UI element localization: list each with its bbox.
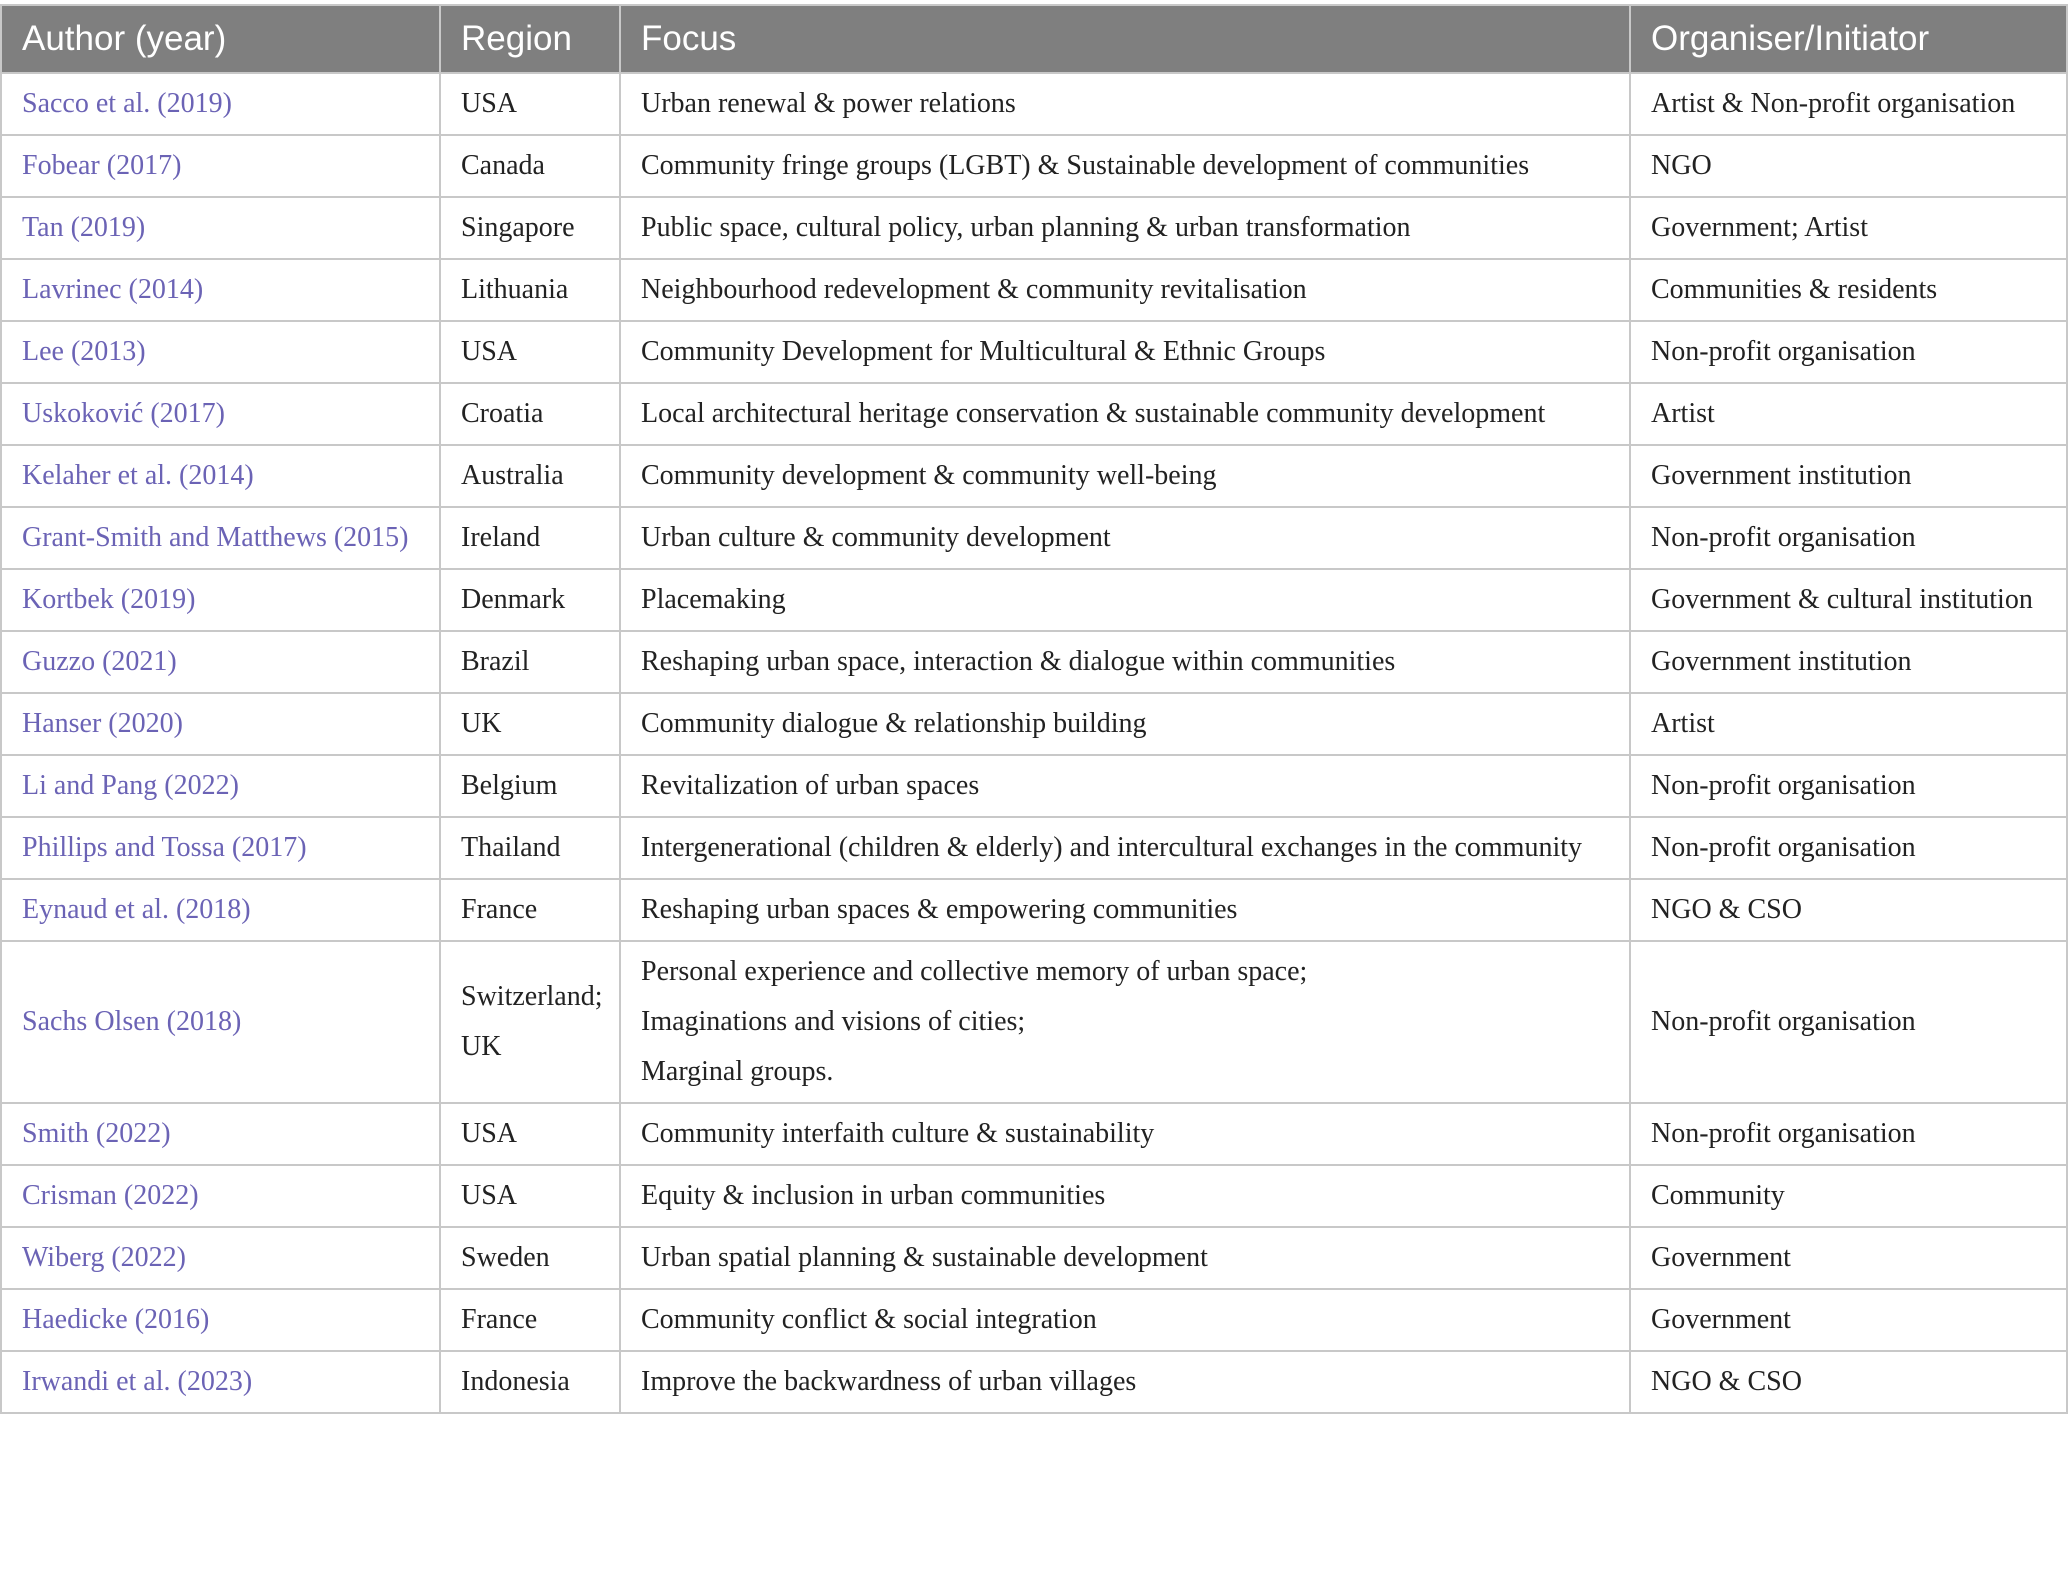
region-line: USA (461, 1180, 518, 1211)
organiser-cell (1630, 1227, 2067, 1289)
region-cell (440, 569, 620, 631)
author-year-cell[interactable]: Tan (2019) (1, 197, 440, 259)
table-row (1, 445, 2067, 507)
literature-table (0, 4, 2068, 1414)
region-cell (440, 197, 620, 259)
organiser-cell (1630, 941, 2067, 1103)
author-year-cell[interactable]: Irwandi et al. (2023) (1, 1351, 440, 1413)
organiser-cell (1630, 321, 2067, 383)
region-cell (440, 879, 620, 941)
table-row (1, 569, 2067, 631)
organiser-cell (1630, 197, 2067, 259)
focus-line: Community Development for Multicultural & Ethnic Groups (641, 336, 1326, 367)
table-row (1, 817, 2067, 879)
region-line: Ireland (461, 522, 541, 553)
author-year-cell[interactable]: Eynaud et al. (2018) (1, 879, 440, 941)
organiser-line: Government (1651, 1304, 1791, 1335)
focus-cell (620, 1289, 1630, 1351)
region-line: Brazil (461, 646, 530, 677)
table-row (1, 631, 2067, 693)
region-line: Australia (461, 460, 564, 491)
region-line: Sweden (461, 1242, 550, 1273)
author-year-cell[interactable]: Phillips and Tossa (2017) (1, 817, 440, 879)
table-row (1, 1165, 2067, 1227)
focus-line: Equity & inclusion in urban communities (641, 1180, 1106, 1211)
focus-line: Community fringe groups (LGBT) & Sustainable development of communities (641, 150, 1530, 181)
focus-cell (620, 507, 1630, 569)
organiser-line: Government institution (1651, 460, 1912, 491)
region-line: France (461, 894, 538, 925)
organiser-cell (1630, 445, 2067, 507)
header-focus: Focus (620, 5, 1630, 73)
organiser-cell (1630, 1103, 2067, 1165)
focus-cell (620, 631, 1630, 693)
table-row (1, 1103, 2067, 1165)
organiser-cell (1630, 73, 2067, 135)
author-year-cell[interactable]: Wiberg (2022) (1, 1227, 440, 1289)
focus-line: Community dialogue & relationship building (641, 708, 1147, 739)
focus-line: Reshaping urban space, interaction & dialogue within communities (641, 646, 1396, 677)
region-line: UK (461, 708, 502, 739)
region-cell (440, 941, 620, 1103)
region-cell (440, 383, 620, 445)
focus-cell (620, 197, 1630, 259)
focus-line: Community interfaith culture & sustainability (641, 1118, 1155, 1149)
table-row (1, 135, 2067, 197)
author-year-cell[interactable]: Lee (2013) (1, 321, 440, 383)
focus-line: Reshaping urban spaces & empowering communities (641, 894, 1238, 925)
focus-cell (620, 1351, 1630, 1413)
author-year-cell[interactable]: Kortbek (2019) (1, 569, 440, 631)
focus-line: Improve the backwardness of urban villages (641, 1366, 1137, 1397)
region-cell (440, 755, 620, 817)
region-line: USA (461, 88, 518, 119)
header-row (1, 5, 2067, 73)
region-cell (440, 1165, 620, 1227)
focus-line: Neighbourhood redevelopment & community revitalisation (641, 274, 1307, 305)
region-line: UK (461, 1031, 502, 1062)
organiser-line: Government; Artist (1651, 212, 1868, 243)
author-year-cell[interactable]: Uskoković (2017) (1, 383, 440, 445)
focus-line: Marginal groups. (641, 1056, 834, 1087)
focus-line: Community conflict & social integration (641, 1304, 1097, 1335)
focus-line: Revitalization of urban spaces (641, 770, 980, 801)
focus-cell (620, 1227, 1630, 1289)
organiser-line: Artist & Non-profit organisation (1651, 88, 2016, 119)
region-line: Singapore (461, 212, 575, 243)
organiser-cell (1630, 135, 2067, 197)
focus-cell (620, 1165, 1630, 1227)
region-cell (440, 321, 620, 383)
region-line: USA (461, 336, 518, 367)
focus-line: Urban renewal & power relations (641, 88, 1016, 119)
focus-cell (620, 259, 1630, 321)
organiser-cell (1630, 1351, 2067, 1413)
header-organiser-initiator: Organiser/Initiator (1630, 5, 2067, 73)
focus-line: Local architectural heritage conservation & sustainable community development (641, 398, 1546, 429)
table-body (1, 73, 2067, 1413)
region-cell (440, 1103, 620, 1165)
organiser-line: Non-profit organisation (1651, 832, 1916, 863)
organiser-line: Non-profit organisation (1651, 336, 1916, 367)
organiser-cell (1630, 879, 2067, 941)
author-year-cell[interactable]: Haedicke (2016) (1, 1289, 440, 1351)
region-cell (440, 1227, 620, 1289)
author-year-cell[interactable]: Crisman (2022) (1, 1165, 440, 1227)
table-row (1, 755, 2067, 817)
table-row (1, 507, 2067, 569)
region-cell (440, 73, 620, 135)
region-cell (440, 693, 620, 755)
region-cell (440, 817, 620, 879)
author-year-cell[interactable]: Kelaher et al. (2014) (1, 445, 440, 507)
author-year-cell[interactable]: Sachs Olsen (2018) (1, 941, 440, 1103)
organiser-cell (1630, 817, 2067, 879)
focus-cell (620, 445, 1630, 507)
focus-cell (620, 879, 1630, 941)
table-row (1, 941, 2067, 1103)
region-line: Thailand (461, 832, 561, 863)
table-row (1, 693, 2067, 755)
table-row (1, 383, 2067, 445)
region-line: Switzerland; (461, 981, 603, 1012)
author-year-cell[interactable]: Grant-Smith and Matthews (2015) (1, 507, 440, 569)
organiser-cell (1630, 693, 2067, 755)
author-year-cell[interactable]: Li and Pang (2022) (1, 755, 440, 817)
organiser-line: Artist (1651, 708, 1715, 739)
table-row (1, 73, 2067, 135)
focus-cell (620, 569, 1630, 631)
focus-line: Intergenerational (children & elderly) and intercultural exchanges in the community (641, 832, 1583, 863)
organiser-line: Government & cultural institution (1651, 584, 2033, 615)
organiser-cell (1630, 631, 2067, 693)
organiser-line: Non-profit organisation (1651, 770, 1916, 801)
region-line: USA (461, 1118, 518, 1149)
focus-line: Community development & community well-being (641, 460, 1217, 491)
organiser-line: Non-profit organisation (1651, 1006, 1916, 1037)
organiser-cell (1630, 259, 2067, 321)
focus-cell (620, 383, 1630, 445)
region-cell (440, 259, 620, 321)
organiser-line: Government institution (1651, 646, 1912, 677)
region-cell (440, 135, 620, 197)
organiser-line: NGO & CSO (1651, 1366, 1802, 1397)
focus-cell (620, 321, 1630, 383)
table-row (1, 879, 2067, 941)
focus-line: Urban spatial planning & sustainable development (641, 1242, 1208, 1273)
focus-line: Personal experience and collective memory of urban space; (641, 956, 1308, 987)
organiser-cell (1630, 1165, 2067, 1227)
organiser-line: Government (1651, 1242, 1791, 1273)
organiser-line: NGO (1651, 150, 1712, 181)
organiser-line: Non-profit organisation (1651, 1118, 1916, 1149)
organiser-line: Community (1651, 1180, 1785, 1211)
organiser-line: NGO & CSO (1651, 894, 1802, 925)
focus-cell (620, 941, 1630, 1103)
organiser-cell (1630, 755, 2067, 817)
region-line: Lithuania (461, 274, 569, 305)
region-cell (440, 631, 620, 693)
region-line: Belgium (461, 770, 558, 801)
author-year-cell[interactable]: Fobear (2017) (1, 135, 440, 197)
organiser-cell (1630, 1289, 2067, 1351)
organiser-line: Artist (1651, 398, 1715, 429)
table-row (1, 321, 2067, 383)
table-row (1, 1351, 2067, 1413)
organiser-line: Communities & residents (1651, 274, 1938, 305)
focus-line: Urban culture & community development (641, 522, 1111, 553)
focus-cell (620, 755, 1630, 817)
organiser-line: Non-profit organisation (1651, 522, 1916, 553)
focus-line: Public space, cultural policy, urban planning & urban transformation (641, 212, 1411, 243)
region-cell (440, 445, 620, 507)
organiser-cell (1630, 383, 2067, 445)
organiser-cell (1630, 507, 2067, 569)
author-year-cell[interactable]: Smith (2022) (1, 1103, 440, 1165)
focus-cell (620, 135, 1630, 197)
focus-cell (620, 693, 1630, 755)
focus-cell (620, 1103, 1630, 1165)
header-author-year: Author (year) (1, 5, 440, 73)
region-line: France (461, 1304, 538, 1335)
region-line: Denmark (461, 584, 566, 615)
table-header (1, 5, 2067, 73)
author-year-cell[interactable]: Guzzo (2021) (1, 631, 440, 693)
focus-cell (620, 817, 1630, 879)
focus-cell (620, 73, 1630, 135)
author-year-cell[interactable]: Lavrinec (2014) (1, 259, 440, 321)
focus-line: Placemaking (641, 584, 786, 615)
table-row (1, 259, 2067, 321)
table-row (1, 1289, 2067, 1351)
focus-line: Imaginations and visions of cities; (641, 1006, 1026, 1037)
header-region: Region (440, 5, 620, 73)
author-year-cell[interactable]: Hanser (2020) (1, 693, 440, 755)
region-line: Canada (461, 150, 545, 181)
region-line: Indonesia (461, 1366, 570, 1397)
region-cell (440, 1289, 620, 1351)
table-row (1, 197, 2067, 259)
organiser-cell (1630, 569, 2067, 631)
author-year-cell[interactable]: Sacco et al. (2019) (1, 73, 440, 135)
table-row (1, 1227, 2067, 1289)
region-cell (440, 507, 620, 569)
region-cell (440, 1351, 620, 1413)
region-line: Croatia (461, 398, 544, 429)
